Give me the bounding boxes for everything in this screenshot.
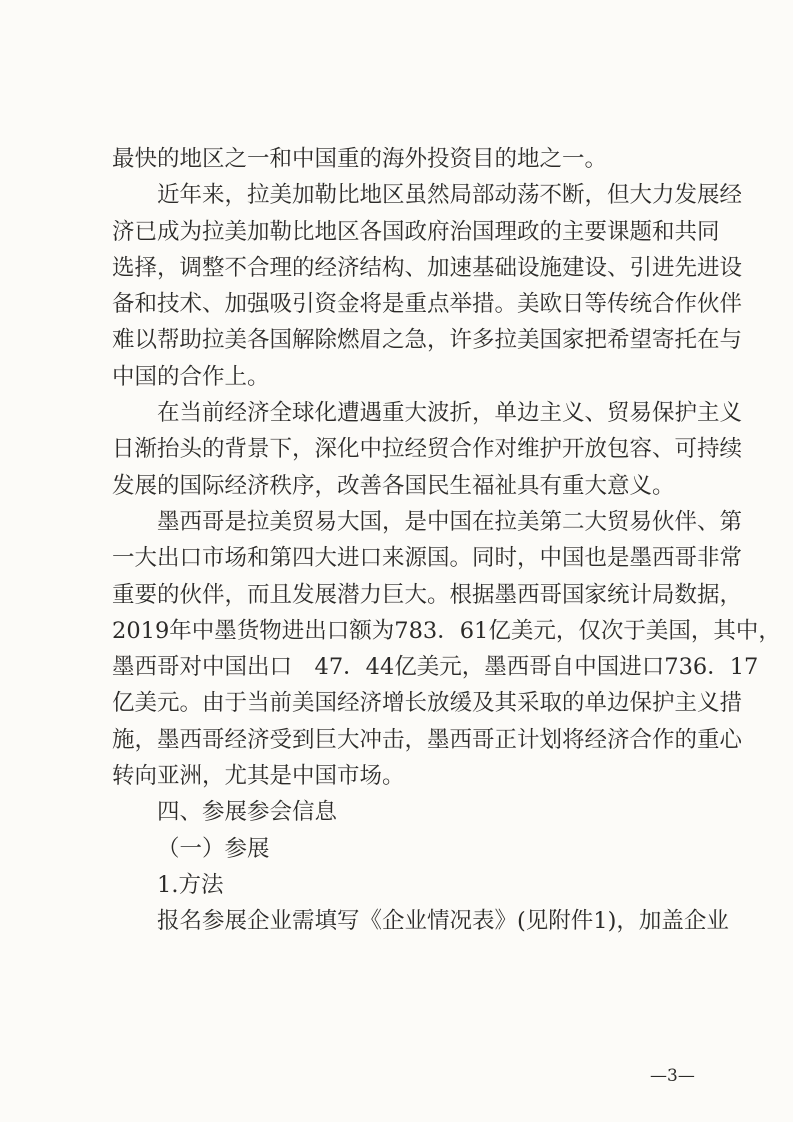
text-line: 墨西哥对中国出口 47．44亿美元，墨西哥自中国进口736．17: [112, 654, 759, 681]
text-line: 选择，调整不合理的经济结构、加速基础设施建设、引进先进设: [112, 254, 743, 281]
text-line: 中国的合作上。: [112, 363, 270, 390]
text-line: 转向亚洲，尤其是中国市场。: [112, 763, 405, 790]
text-line: 难以帮助拉美各国解除燃眉之急，许多拉美国家把希望寄托在与: [112, 327, 743, 354]
text-line: 近年来，拉美加勒比地区虽然局部动荡不断，但大力发展经: [157, 182, 743, 209]
text-line: 墨西哥是拉美贸易大国，是中国在拉美第二大贸易伙伴、第: [157, 508, 743, 535]
subsection-heading: （一）参展: [157, 835, 270, 862]
document-body: [112, 141, 781, 940]
text-line: 重要的伙伴，而且发展潜力巨大。根据墨西哥国家统计局数据，: [112, 581, 743, 608]
text-line: 济已成为拉美加勒比地区各国政府治国理政的主要课题和共同: [112, 218, 720, 245]
text-line: 备和技术、加强吸引资金将是重点举措。美欧日等传统合作伙伴: [112, 291, 743, 318]
text-line: 最快的地区之一和中国重的海外投资目的地之一。: [112, 146, 608, 172]
text-line: 一大出口市场和第四大进口来源国。同时，中国也是墨西哥非常: [112, 545, 743, 572]
text-line: 亿美元。由于当前美国经济增长放缓及其采取的单边保护主义措: [112, 690, 743, 717]
item-heading: 1.方法: [157, 871, 224, 898]
page-number: —3—: [650, 1066, 695, 1086]
text-line: 日渐抬头的背景下，深化中拉经贸合作对维护开放包容、可持续: [112, 436, 743, 463]
text-line: 报名参展企业需填写《企业情况表》(见附件1)，加盖企业: [157, 908, 729, 935]
text-line: 在当前经济全球化遭遇重大波折，单边主义、贸易保护主义: [157, 400, 743, 427]
section-heading: 四、参展参会信息: [157, 799, 338, 826]
text-line: 2019年中墨货物进出口额为783．61亿美元，仅次于美国，其中，: [112, 617, 781, 644]
text-line: 发展的国际经济秩序，改善各国民生福祉具有重大意义。: [112, 472, 675, 499]
text-line: 施，墨西哥经济受到巨大冲击，墨西哥正计划将经济合作的重心: [112, 726, 743, 753]
